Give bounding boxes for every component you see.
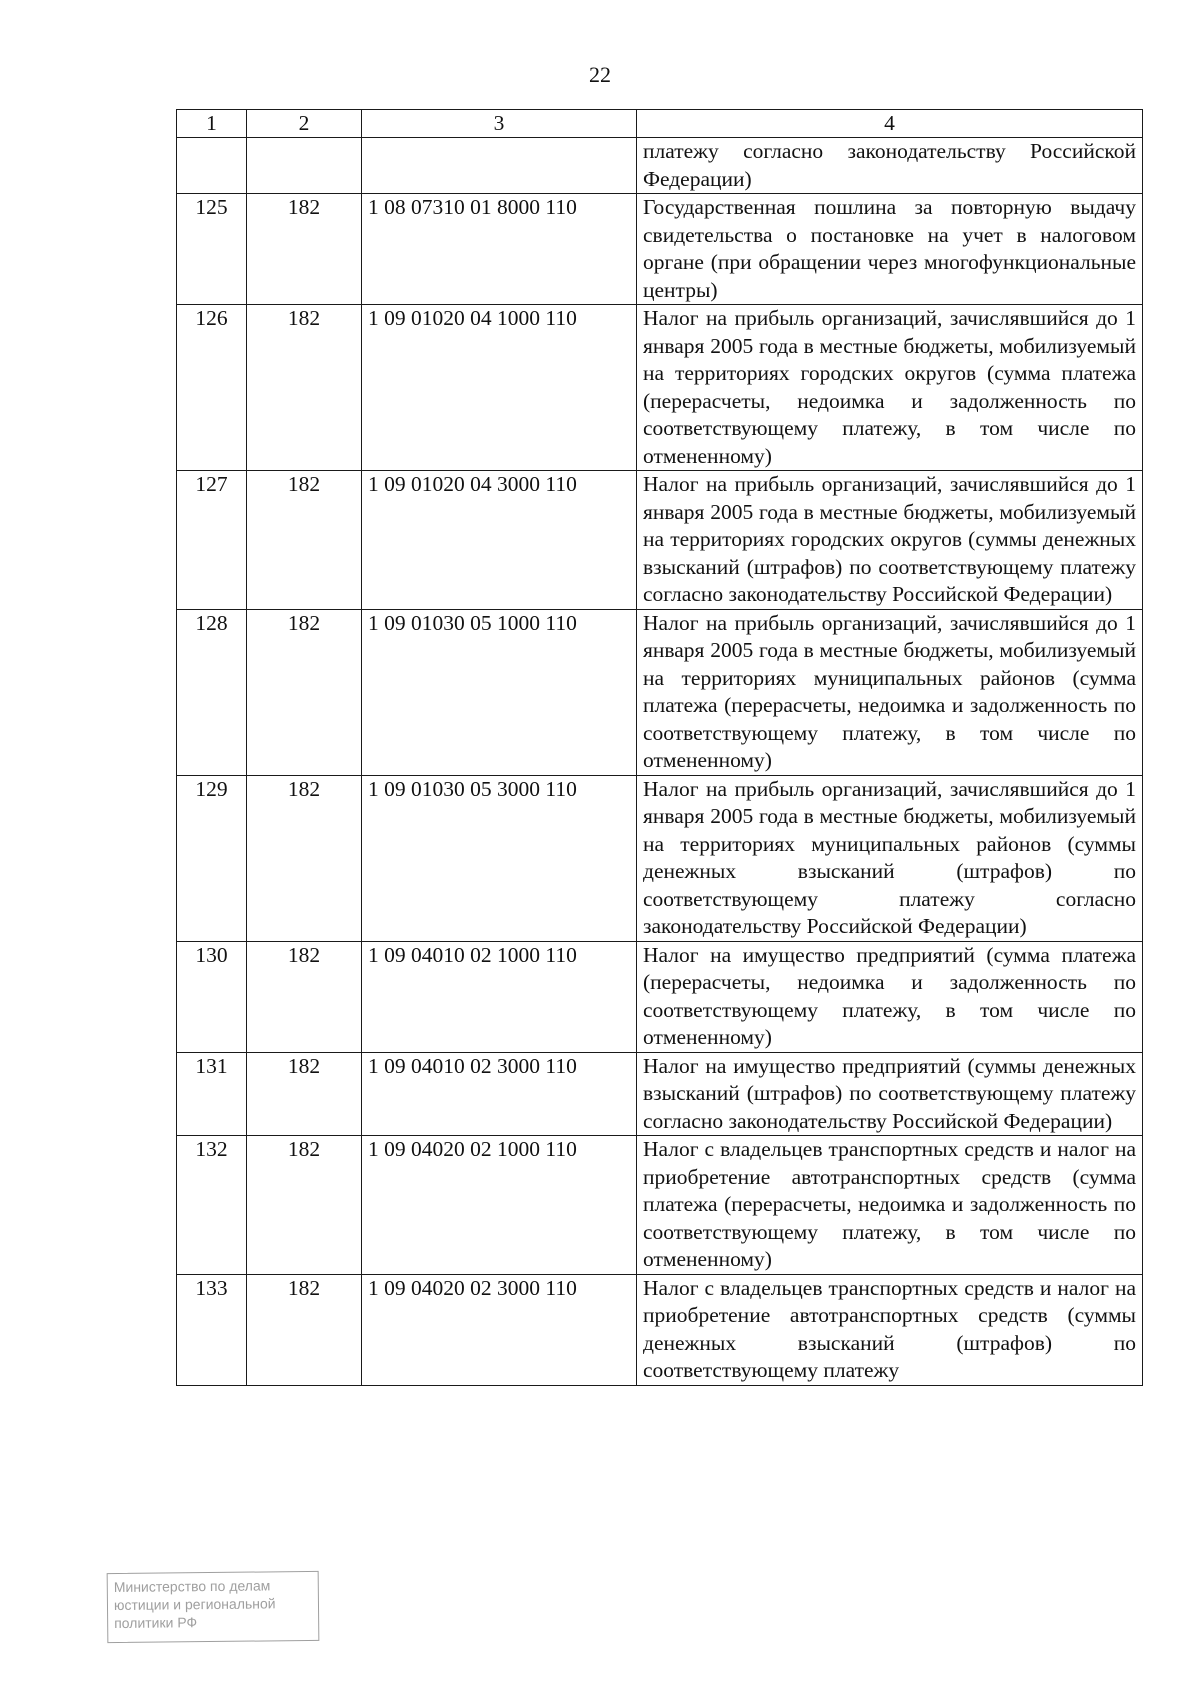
admin-code: 182 — [247, 1274, 362, 1385]
budget-classification-code: 1 09 04010 02 3000 110 — [362, 1052, 637, 1136]
revenue-description: Налог на имущество предприятий (суммы денежных взысканий (штрафов) по соответствующему платежу согласно законодательству Российской Федерации) — [637, 1052, 1143, 1136]
column-header-2: 2 — [247, 110, 362, 138]
revenue-description: Налог на прибыль организаций, зачислявшийся до 1 января 2005 года в местные бюджеты, мобилизуемый на территориях городских округов (суммы денежных взысканий (штрафов) по соответствующему платежу согласно законодательству Российской Федерации) — [637, 471, 1143, 610]
column-header-1: 1 — [177, 110, 247, 138]
table-row — [177, 1052, 1143, 1136]
table-row — [177, 1274, 1143, 1385]
budget-classification-code: 1 08 07310 01 8000 110 — [362, 194, 637, 305]
budget-classification-code: 1 09 04020 02 3000 110 — [362, 1274, 637, 1385]
column-header-3: 3 — [362, 110, 637, 138]
revenue-description: Налог с владельцев транспортных средств и налог на приобретение автотранспортных средств (суммы денежных взысканий (штрафов) по соответствующему платежу — [637, 1274, 1143, 1385]
budget-classification-code: 1 09 01030 05 1000 110 — [362, 609, 637, 775]
row-number: 127 — [177, 471, 247, 610]
revenue-description: Налог на прибыль организаций, зачислявшийся до 1 января 2005 года в местные бюджеты, мобилизуемый на территориях муниципальных районов (суммы денежных взысканий (штрафов) по соответствующему платежу согласно законодательству Российской Федерации) — [637, 775, 1143, 941]
table-row — [177, 305, 1143, 471]
page-number: 22 — [589, 62, 611, 87]
budget-classification-code — [362, 138, 637, 194]
admin-code: 182 — [247, 941, 362, 1052]
row-number: 129 — [177, 775, 247, 941]
admin-code: 182 — [247, 305, 362, 471]
budget-classification-code: 1 09 01030 05 3000 110 — [362, 775, 637, 941]
revenue-description: платежу согласно законодательству Российской Федерации) — [637, 138, 1143, 194]
admin-code: 182 — [247, 1136, 362, 1275]
revenue-description: Налог с владельцев транспортных средств и налог на приобретение автотранспортных средств (сумма платежа (перерасчеты, недоимка и задолженность по соответствующему платежу, в том числе по отмененному) — [637, 1136, 1143, 1275]
admin-code: 182 — [247, 775, 362, 941]
table-row — [177, 138, 1143, 194]
row-number: 126 — [177, 305, 247, 471]
row-number — [177, 138, 247, 194]
row-number: 131 — [177, 1052, 247, 1136]
revenue-description: Налог на имущество предприятий (сумма платежа (перерасчеты, недоимка и задолженность по соответствующему платежу, в том числе по отмененному) — [637, 941, 1143, 1052]
table-row — [177, 471, 1143, 610]
stamp-line: юстиции и региональной — [113, 1595, 276, 1614]
row-number: 132 — [177, 1136, 247, 1275]
column-header-4: 4 — [637, 110, 1143, 138]
revenue-codes-table — [176, 109, 1143, 1386]
budget-classification-code: 1 09 01020 04 3000 110 — [362, 471, 637, 610]
admin-code: 182 — [247, 194, 362, 305]
budget-classification-code: 1 09 04010 02 1000 110 — [362, 941, 637, 1052]
revenue-description: Налог на прибыль организаций, зачислявшийся до 1 января 2005 года в местные бюджеты, мобилизуемый на территориях городских округов (сумма платежа (перерасчеты, недоимка и задолженность по соответствующему платежу, в том числе по отмененному) — [637, 305, 1143, 471]
table-row — [177, 609, 1143, 775]
row-number: 133 — [177, 1274, 247, 1385]
row-number: 128 — [177, 609, 247, 775]
revenue-description: Налог на прибыль организаций, зачислявшийся до 1 января 2005 года в местные бюджеты, мобилизуемый на территориях муниципальных районов (сумма платежа (перерасчеты, недоимка и задолженность по соответствующему платежу, в том числе по отмененному) — [637, 609, 1143, 775]
admin-code: 182 — [247, 471, 362, 610]
admin-code — [247, 138, 362, 194]
table-row — [177, 775, 1143, 941]
table-row — [177, 1136, 1143, 1275]
row-number: 125 — [177, 194, 247, 305]
admin-code: 182 — [247, 1052, 362, 1136]
row-number: 130 — [177, 941, 247, 1052]
stamp-line: политики РФ — [114, 1614, 198, 1632]
budget-classification-code: 1 09 01020 04 1000 110 — [362, 305, 637, 471]
stamp-line: Министерство по делам — [113, 1577, 271, 1596]
table-row — [177, 941, 1143, 1052]
admin-code: 182 — [247, 609, 362, 775]
table-row — [177, 194, 1143, 305]
registration-stamp — [107, 1571, 320, 1643]
revenue-description: Государственная пошлина за повторную выдачу свидетельства о постановке на учет в налоговом органе (при обращении через многофункциональные центры) — [637, 194, 1143, 305]
table-header-row — [177, 110, 1143, 138]
budget-classification-code: 1 09 04020 02 1000 110 — [362, 1136, 637, 1275]
